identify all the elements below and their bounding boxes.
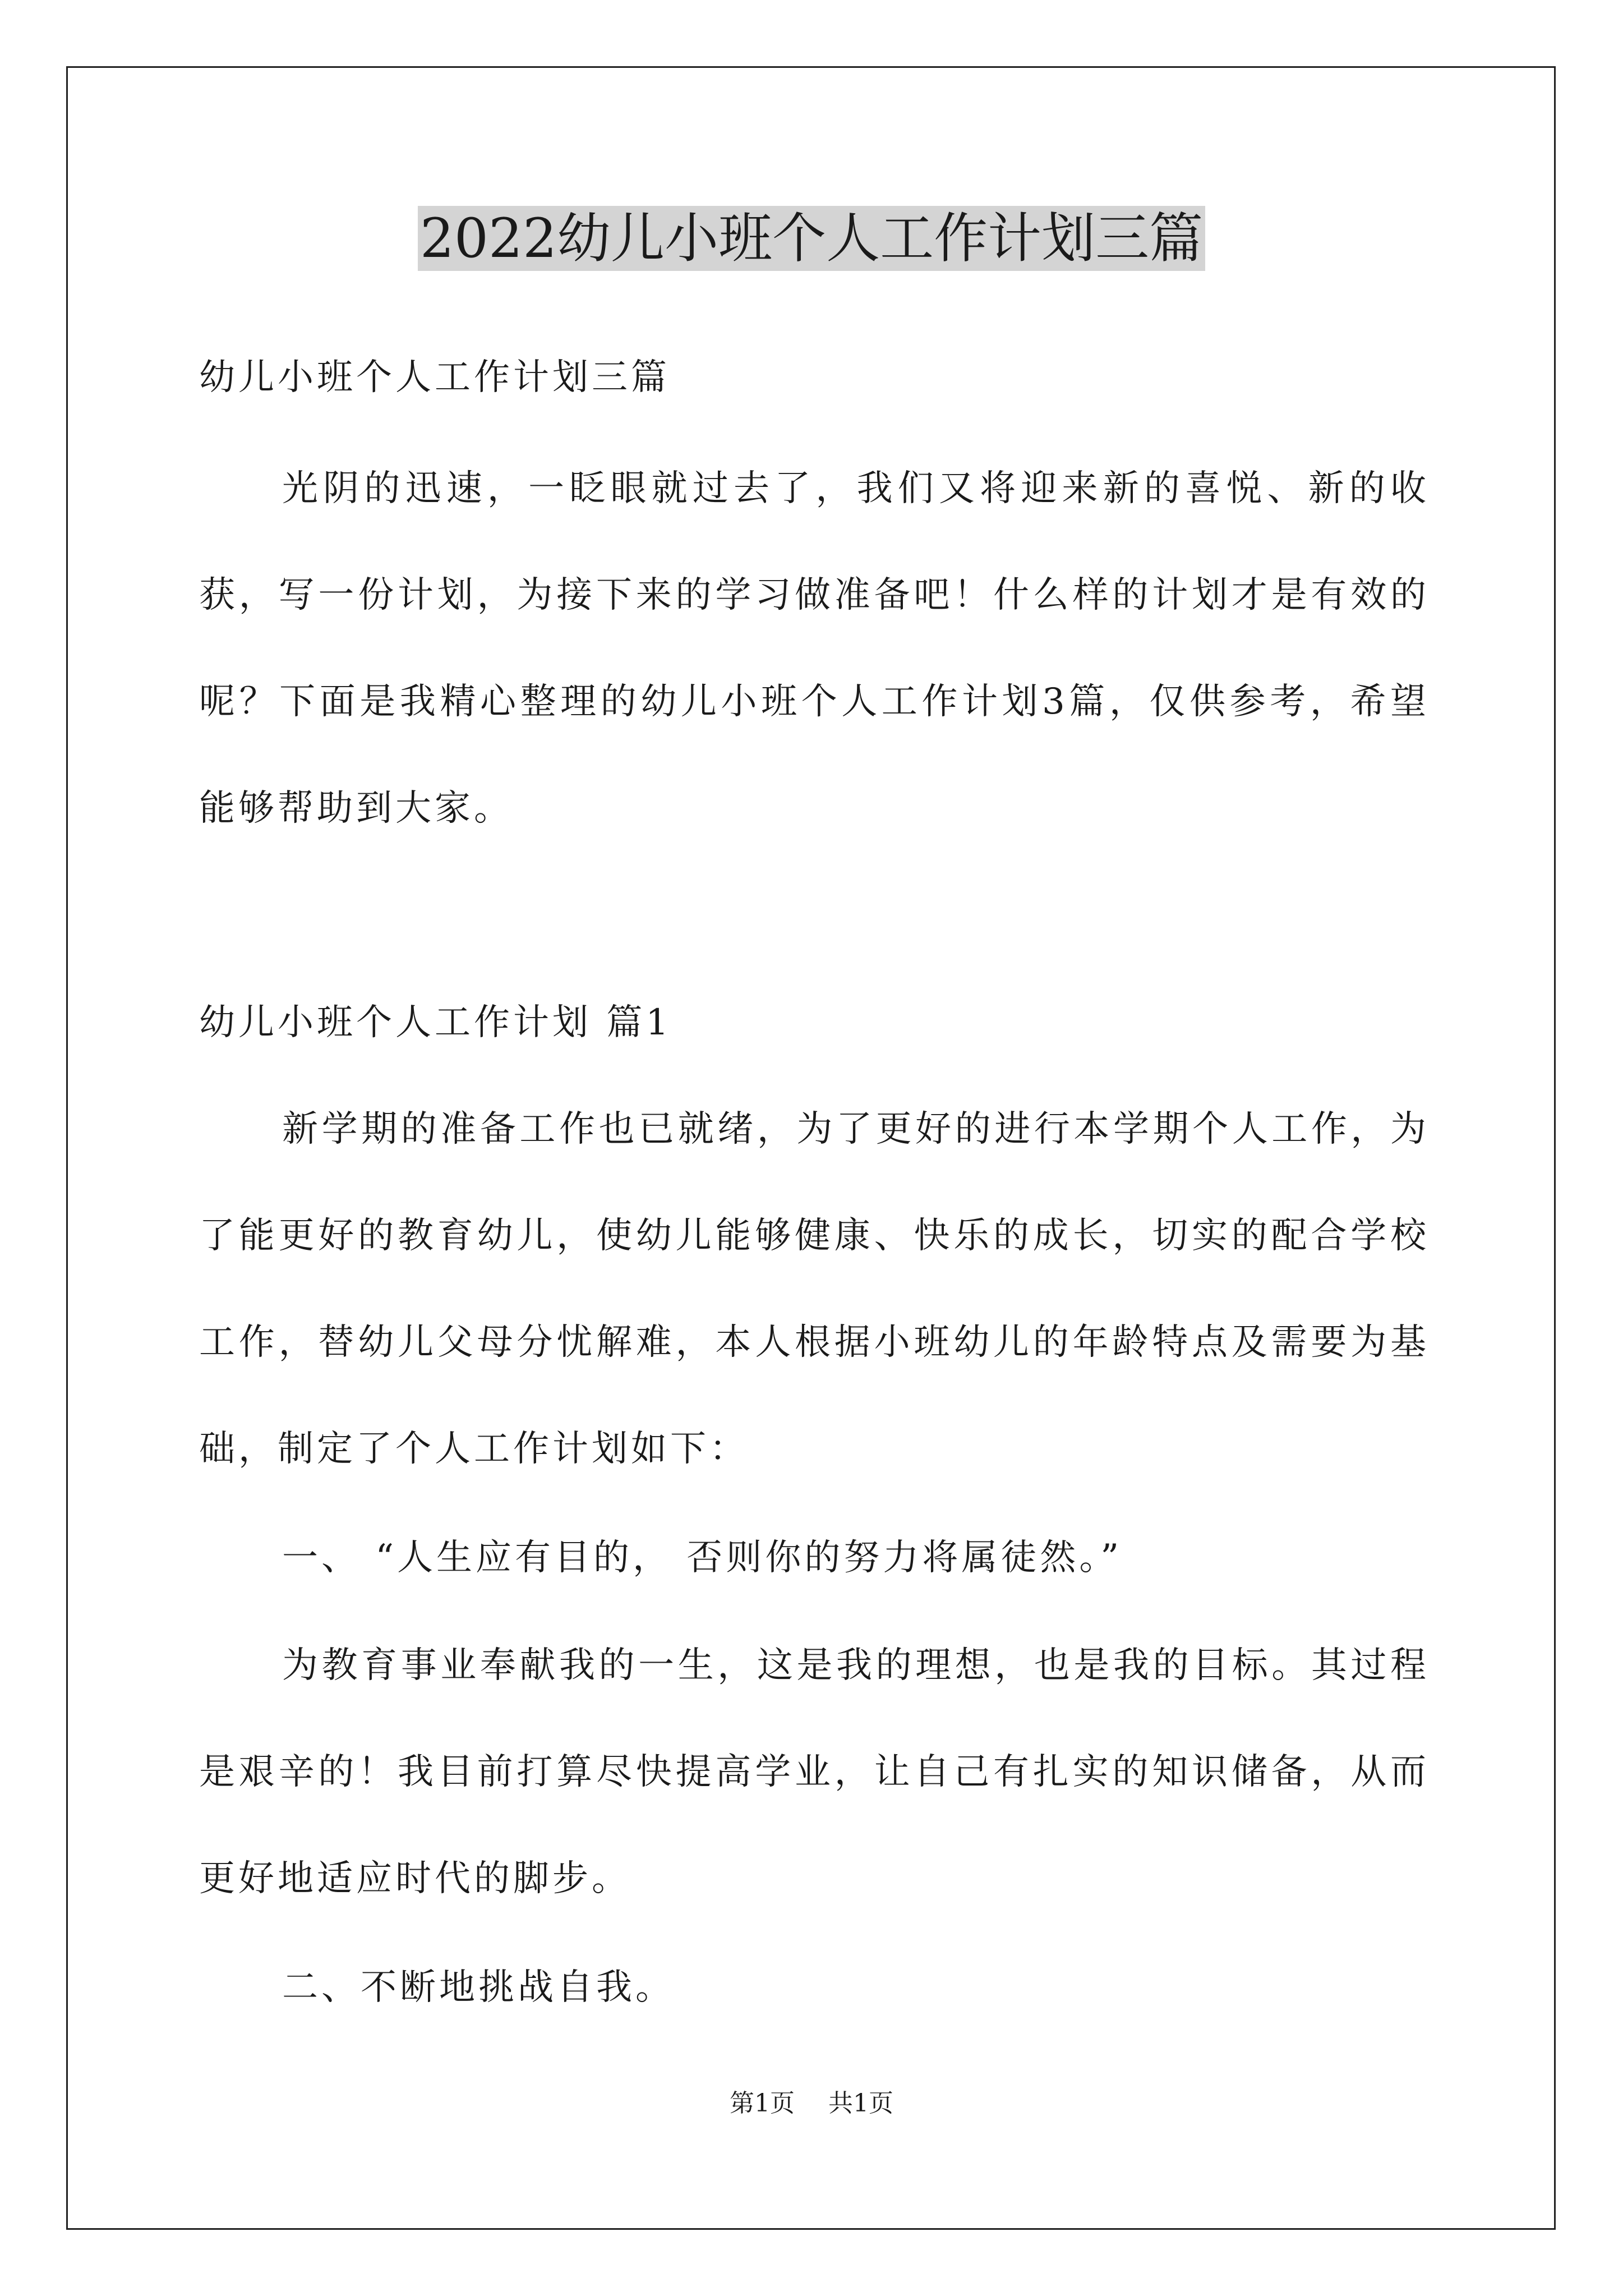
document-title-text: 2022幼儿小班个人工作计划三篇 [418, 206, 1205, 271]
point-one-heading: 一、 “人生应有目的， 否则你的努力将属徒然。” [282, 1537, 1123, 1579]
point-one-paragraph: 为教育事业奉献我的一生，这是我的理想，也是我的目标。其过程是艰辛的！我目前打算尽快提高学业，让自己有扎实的知识储备，从而更好地适应时代的脚步。 [199, 1645, 1430, 1899]
document-title [0, 199, 1623, 278]
part1-intro-paragraph: 新学期的准备工作也已就绪，为了更好的进行本学期个人工作，为了能更好的教育幼儿，使幼儿能够健康、快乐的成长，切实的配合学校工作，替幼儿父母分忧解难，本人根据小班幼儿的年龄特点及需要为基础，制定了个人工作计划如下： [199, 1108, 1430, 1470]
point-two-heading: 二、不断地挑战自我。 [282, 1967, 675, 2008]
page-footer [0, 2087, 1623, 2120]
page-number-current: 第1页 [730, 2089, 795, 2118]
section-heading-part1: 幼儿小班个人工作计划 篇1 [199, 1002, 672, 1043]
page-number-total: 共1页 [828, 2089, 893, 2118]
intro-paragraph: 光阴的迅速，一眨眼就过去了，我们又将迎来新的喜悦、新的收获，写一份计划，为接下来的学习做准备吧！什么样的计划才是有效的呢？下面是我精心整理的幼儿小班个人工作计划3篇，仅供参考，希望能够帮助到大家。 [199, 468, 1430, 829]
document-subtitle: 幼儿小班个人工作计划三篇 [199, 357, 670, 398]
